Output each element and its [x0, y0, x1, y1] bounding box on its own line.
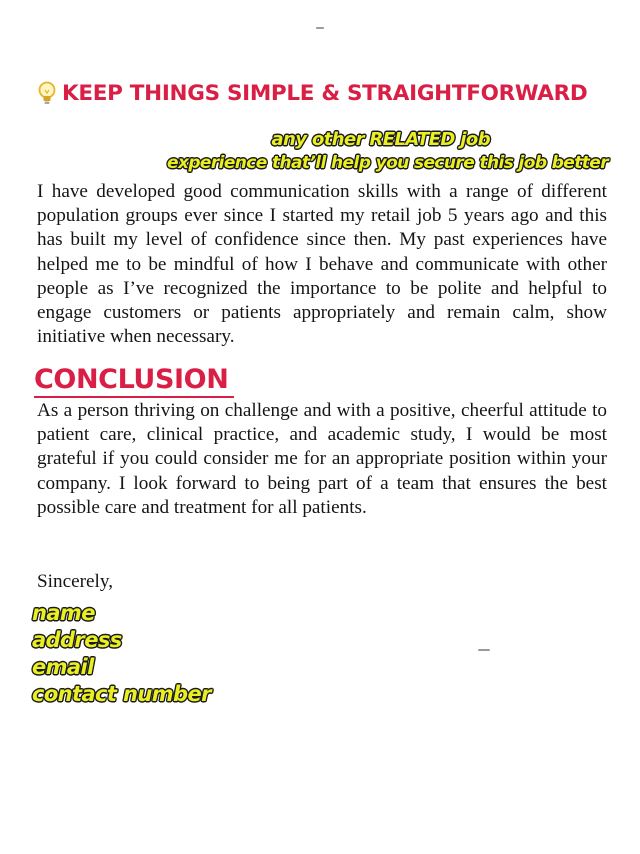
signature-contact-number: contact number [32, 682, 211, 706]
stray-mark [478, 649, 490, 651]
conclusion-paragraph: As a person thriving on challenge and with a positive, cheerful attitude to patient care, clinical practice, and academic study, I would be most grateful if you could consider me for an appropriate position within your company. I look forward to being part of a team that ensures the best possible care and treatment for all patients. [37, 400, 607, 518]
experience-paragraph: I have developed good communication skills with a range of different population groups ever since I started my retail job 5 years ago and this has built my level of confidence since then. My past experiences have helped me to be mindful of how I behave and communicate with other people as I’ve recognized the importance to be polite and helpful to engage customers or patients appropriately and remain calm, show initiative when necessary. [37, 181, 607, 348]
signature-block [32, 600, 211, 708]
conclusion-heading: CONCLUSION [34, 364, 234, 398]
signature-address: address [32, 628, 122, 652]
page-title [36, 80, 587, 106]
annotation-related-job: any other RELATED job [271, 129, 490, 150]
signature-email: email [32, 655, 94, 679]
top-mark [316, 27, 324, 29]
signature-name: name [32, 601, 95, 625]
lightbulb-icon [36, 80, 58, 106]
annotation-experience: experience that’ll help you secure this job better [167, 153, 608, 173]
title-text: KEEP THINGS SIMPLE & STRAIGHTFORWARD [62, 80, 588, 106]
closing-salutation: Sincerely, [37, 571, 114, 592]
